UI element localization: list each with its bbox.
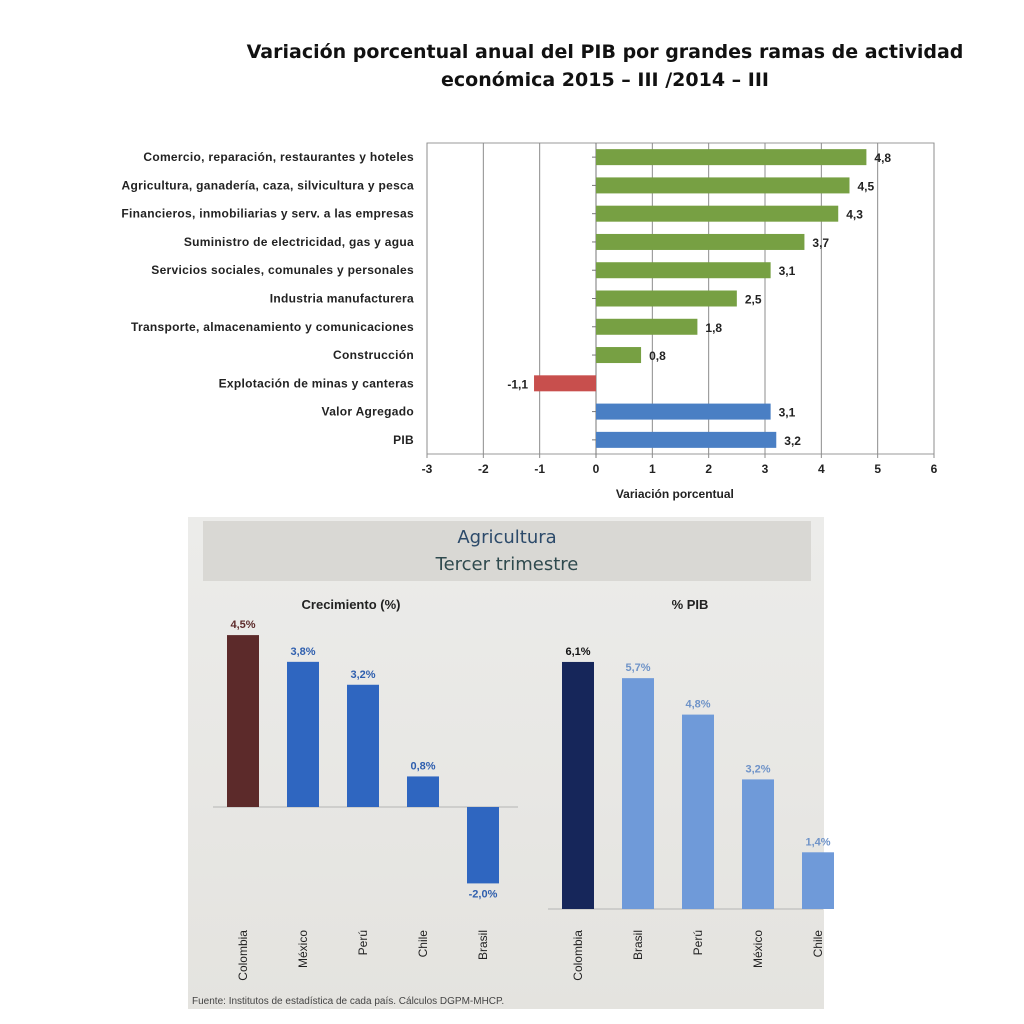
data-label: 1,4% bbox=[805, 836, 831, 849]
main-title-line1: Variación porcentual anual del PIB por grandes ramas de actividad bbox=[246, 41, 964, 63]
bar bbox=[596, 291, 737, 307]
category-label: Chile bbox=[416, 930, 430, 958]
column-bar bbox=[562, 662, 594, 909]
category-label: Brasil bbox=[476, 930, 490, 961]
category-label: Suministro de electricidad, gas y agua bbox=[183, 234, 414, 249]
agriculture-panel bbox=[188, 517, 831, 1009]
data-label: 0,8% bbox=[410, 760, 436, 773]
category-label: PIB bbox=[393, 432, 414, 447]
data-label: 3,8% bbox=[290, 645, 316, 658]
data-label: 3,7 bbox=[812, 235, 830, 250]
x-tick-label: -1 bbox=[534, 462, 546, 476]
x-axis-title: Variación porcentual bbox=[615, 487, 734, 501]
bar bbox=[596, 177, 850, 193]
category-label: Valor Agregado bbox=[321, 404, 414, 419]
sector-growth-chart bbox=[0, 110, 1024, 510]
column-bar bbox=[227, 635, 259, 807]
data-label: 3,2 bbox=[784, 433, 801, 448]
category-label: Agricultura, ganadería, caza, silvicultura y pesca bbox=[121, 178, 414, 193]
bar bbox=[596, 206, 838, 222]
column-bar bbox=[287, 662, 319, 807]
panel-subtitle: Tercer trimestre bbox=[435, 554, 579, 575]
category-label: Comercio, reparación, restaurantes y hoteles bbox=[143, 150, 414, 165]
x-tick-label: -2 bbox=[477, 462, 489, 476]
bar bbox=[596, 319, 697, 335]
column-bar bbox=[742, 779, 774, 909]
bar bbox=[596, 432, 776, 448]
data-label: 5,7% bbox=[625, 662, 651, 675]
category-label: Colombia bbox=[236, 930, 250, 981]
bar bbox=[596, 149, 866, 165]
category-label: Perú bbox=[691, 930, 705, 956]
x-tick-label: 4 bbox=[817, 462, 825, 476]
data-label: 3,2% bbox=[745, 763, 771, 776]
category-label: Explotación de minas y canteras bbox=[218, 376, 414, 391]
column-bar bbox=[347, 685, 379, 807]
x-tick-label: 3 bbox=[761, 462, 769, 476]
bar bbox=[534, 375, 596, 391]
x-tick-label: 2 bbox=[705, 462, 713, 476]
category-label: Chile bbox=[811, 930, 825, 958]
bar bbox=[596, 234, 804, 250]
x-tick-label: 5 bbox=[874, 462, 882, 476]
category-label: México bbox=[751, 930, 765, 969]
category-label: Servicios sociales, comunales y personales bbox=[151, 263, 414, 278]
pib-share-chart bbox=[548, 597, 834, 981]
bar bbox=[596, 347, 641, 363]
data-label: 4,5% bbox=[230, 619, 256, 632]
subchart-title: % PIB bbox=[671, 597, 709, 612]
column-bar bbox=[682, 715, 714, 909]
column-bar bbox=[407, 776, 439, 807]
source-note: Fuente: Institutos de estadística de cada país. Cálculos DGPM-MHCP. bbox=[192, 996, 505, 1007]
bar bbox=[596, 404, 771, 420]
data-label: 0,8 bbox=[649, 349, 666, 364]
data-label: 6,1% bbox=[565, 645, 591, 658]
panel-title: Agricultura bbox=[457, 527, 557, 548]
data-label: 4,8% bbox=[685, 698, 711, 711]
x-tick-label: 1 bbox=[648, 462, 656, 476]
category-label: México bbox=[296, 930, 310, 969]
data-label: -1,1 bbox=[507, 377, 529, 392]
data-label: 2,5 bbox=[744, 292, 762, 307]
data-label: 3,1 bbox=[778, 405, 796, 420]
bar bbox=[596, 262, 771, 278]
category-label: Financieros, inmobiliarias y serv. a las empresas bbox=[121, 206, 414, 221]
country-comparison-charts bbox=[188, 517, 831, 1009]
main-chart-title bbox=[210, 38, 1000, 94]
x-tick-label: 6 bbox=[930, 462, 938, 476]
data-label: 4,5 bbox=[857, 179, 875, 194]
category-label: Perú bbox=[356, 930, 370, 956]
category-label: Transporte, almacenamiento y comunicaciones bbox=[131, 319, 414, 334]
x-tick-label: 0 bbox=[592, 462, 600, 476]
growth-chart bbox=[213, 597, 518, 981]
category-label: Construcción bbox=[333, 348, 414, 363]
data-label: -2,0% bbox=[468, 888, 498, 901]
data-label: 4,3 bbox=[846, 207, 863, 222]
data-label: 3,2% bbox=[350, 668, 376, 681]
column-bar bbox=[622, 678, 654, 909]
data-label: 1,8 bbox=[705, 320, 723, 335]
category-label: Colombia bbox=[571, 930, 585, 981]
column-bar bbox=[802, 852, 834, 909]
main-title-line2: económica 2015 – III /2014 – III bbox=[441, 69, 769, 91]
x-tick-label: -3 bbox=[421, 462, 433, 476]
data-label: 4,8 bbox=[874, 151, 892, 166]
subchart-title: Crecimiento (%) bbox=[301, 597, 401, 612]
category-label: Industria manufacturera bbox=[269, 291, 414, 306]
category-label: Brasil bbox=[631, 930, 645, 961]
column-bar bbox=[467, 807, 499, 883]
data-label: 3,1 bbox=[778, 264, 796, 279]
